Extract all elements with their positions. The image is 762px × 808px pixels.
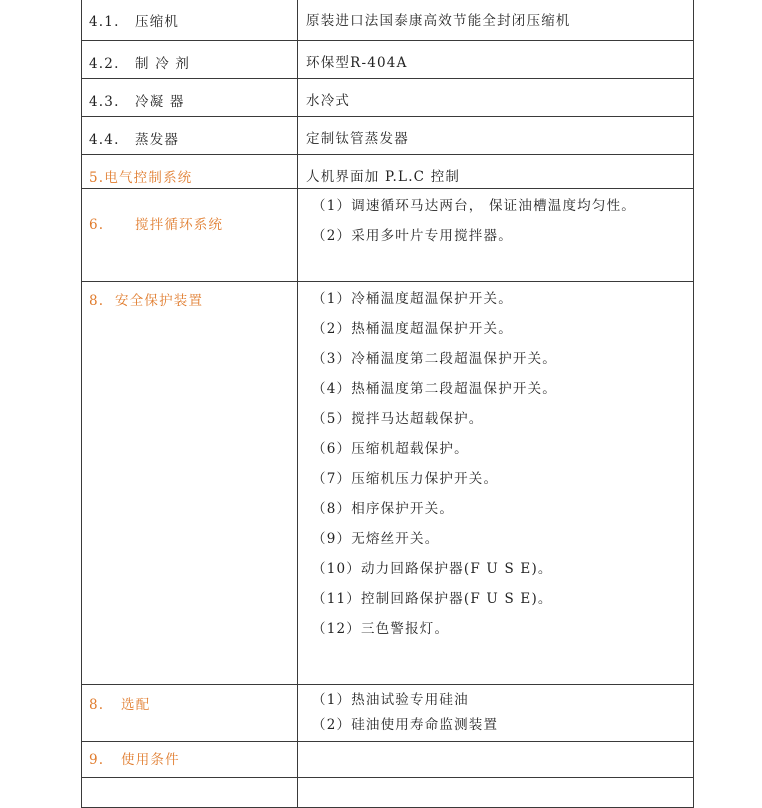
row-label xyxy=(82,742,298,778)
row-number: 6. xyxy=(89,217,105,233)
spec-table xyxy=(81,0,694,808)
table-row xyxy=(82,189,694,282)
list-item: （5）搅拌马达超载保护。 xyxy=(312,411,484,427)
list-item: （1）热油试验专用硅油 xyxy=(312,692,469,708)
empty-cell xyxy=(298,778,694,808)
row-label xyxy=(82,0,298,41)
row-number: 4.2. xyxy=(89,56,120,72)
row-number: 4.1. xyxy=(89,14,120,30)
row-title: 制 冷 剂 xyxy=(135,56,191,72)
table-row xyxy=(82,282,694,685)
row-number: 4.4. xyxy=(89,132,120,148)
row-value xyxy=(298,282,694,685)
table-row xyxy=(82,117,694,155)
list-item: （9）无熔丝开关。 xyxy=(312,531,440,547)
row-number: 4.3. xyxy=(89,94,120,110)
row-title: 压缩机 xyxy=(135,14,180,30)
row-title: 5.电气控制系统 xyxy=(89,170,193,186)
row-value xyxy=(298,685,694,742)
table-row xyxy=(82,0,694,41)
row-value xyxy=(298,189,694,282)
table-row xyxy=(82,685,694,742)
list-item: （3）冷桶温度第二段超温保护开关。 xyxy=(312,351,557,367)
list-item: （2）硅油使用寿命监测装置 xyxy=(312,717,499,733)
row-title: 蒸发器 xyxy=(135,132,180,148)
list-item: （12）三色警报灯。 xyxy=(312,621,450,637)
row-label xyxy=(82,117,298,155)
list-item: （1）冷桶温度超温保护开关。 xyxy=(312,291,513,307)
row-label xyxy=(82,685,298,742)
table-row xyxy=(82,79,694,117)
row-value: 人机界面加 P.L.C 控制 xyxy=(298,155,694,189)
table-row xyxy=(82,41,694,79)
list-item: （2）热桶温度超温保护开关。 xyxy=(312,321,513,337)
row-title: 冷凝 器 xyxy=(135,94,185,110)
list-item: （8）相序保护开关。 xyxy=(312,501,455,517)
row-title: 使用条件 xyxy=(121,752,180,768)
row-value: 原装进口法国泰康高效节能全封闭压缩机 xyxy=(298,0,694,41)
row-title: 安全保护装置 xyxy=(115,293,204,309)
list-item: （4）热桶温度第二段超温保护开关。 xyxy=(312,381,557,397)
empty-cell xyxy=(82,778,298,808)
list-item: （1）调速循环马达两台， 保证油槽温度均匀性。 xyxy=(312,198,636,214)
row-title: 搅拌循环系统 xyxy=(135,217,224,233)
table-row xyxy=(82,155,694,189)
list-item: （6）压缩机超载保护。 xyxy=(312,441,469,457)
row-value xyxy=(298,742,694,778)
table-row xyxy=(82,742,694,778)
row-label xyxy=(82,155,298,189)
row-number: 9. xyxy=(89,752,105,768)
row-value: 水冷式 xyxy=(298,79,694,117)
row-label xyxy=(82,79,298,117)
list-item: （2）采用多叶片专用搅拌器。 xyxy=(312,228,513,244)
row-number: 8. xyxy=(89,697,105,713)
list-item: （11）控制回路保护器(F U S E)。 xyxy=(312,591,553,607)
row-label xyxy=(82,41,298,79)
row-value: 定制钛管蒸发器 xyxy=(298,117,694,155)
list-item: （10）动力回路保护器(F U S E)。 xyxy=(312,561,553,577)
table-row xyxy=(82,778,694,808)
row-title: 选配 xyxy=(121,697,151,713)
row-value: 环保型R-404A xyxy=(298,41,694,79)
row-label xyxy=(82,189,298,282)
row-label xyxy=(82,282,298,685)
list-item: （7）压缩机压力保护开关。 xyxy=(312,471,499,487)
row-number: 8. xyxy=(89,293,105,309)
